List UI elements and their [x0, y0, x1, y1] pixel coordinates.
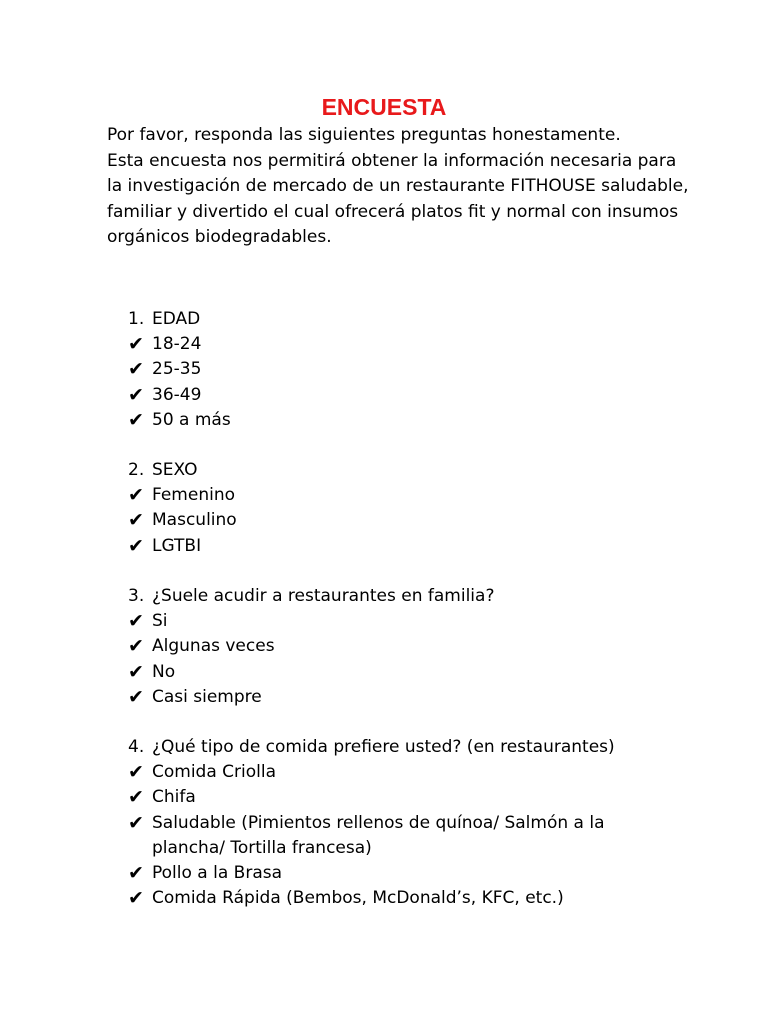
option-item[interactable] — [128, 760, 672, 785]
checkmark-icon: ✔ — [128, 887, 144, 910]
option-item[interactable] — [128, 861, 672, 886]
checkmark-icon: ✔ — [128, 862, 144, 884]
option-label: Si — [152, 611, 168, 632]
checkmark-icon: ✔ — [128, 635, 144, 658]
option-label: Comida Criolla — [152, 762, 277, 783]
question-text: ¿Suele acudir a restaurantes en familia? — [152, 586, 495, 606]
option-item[interactable] — [128, 609, 672, 634]
checkmark-icon: ✔ — [128, 509, 144, 532]
option-item[interactable] — [128, 508, 672, 533]
question-familia — [128, 584, 728, 710]
option-label: Algunas veces — [152, 636, 275, 657]
question-edad — [128, 307, 728, 433]
survey-title: ENCUESTA — [321, 94, 447, 120]
option-label: 18-24 — [152, 334, 202, 355]
intro-line: la investigación de mercado de un restaurante FITHOUSE saludable, — [107, 176, 689, 196]
checkmark-icon: ✔ — [128, 484, 144, 507]
option-label: Pollo a la Brasa — [152, 863, 283, 883]
intro-line: orgánicos biodegradables. — [107, 227, 332, 247]
option-label: LGTBI — [152, 535, 202, 556]
question-text: ¿Qué tipo de comida prefiere usted? (en restaurantes) — [152, 737, 615, 757]
checkmark-icon: ✔ — [128, 786, 144, 809]
option-label: 36-49 — [152, 384, 202, 405]
option-item[interactable] — [128, 383, 672, 408]
question-heading — [128, 307, 728, 332]
survey-intro — [107, 123, 707, 251]
intro-line: Por favor, responda las siguientes preguntas honestamente. — [107, 125, 621, 145]
checkmark-icon: ✔ — [128, 333, 144, 356]
option-item[interactable] — [128, 811, 672, 861]
option-label: No — [152, 661, 176, 682]
option-item[interactable] — [128, 634, 672, 659]
option-item[interactable] — [128, 660, 672, 685]
checkmark-icon: ✔ — [128, 358, 144, 381]
question-heading — [128, 584, 728, 609]
option-item[interactable] — [128, 685, 672, 710]
option-item[interactable] — [128, 534, 672, 559]
question-tipo-comida — [128, 735, 728, 911]
option-label: Masculino — [152, 510, 237, 531]
question-number: 2. — [128, 460, 145, 480]
option-label: Comida Rápida (Bembos, McDonald’s, KFC, etc.) — [152, 888, 564, 909]
option-item[interactable] — [128, 785, 672, 810]
option-label: Femenino — [152, 485, 235, 506]
option-item[interactable] — [128, 357, 672, 382]
question-heading — [128, 735, 728, 760]
option-item[interactable] — [128, 886, 672, 911]
question-heading — [128, 458, 728, 483]
option-label: Saludable (Pimientos rellenos de quínoa/ Salmón a la plancha/ Tortilla francesa) — [152, 812, 605, 858]
question-number: 1. — [128, 309, 145, 329]
checkmark-icon: ✔ — [128, 610, 144, 633]
checkmark-icon: ✔ — [128, 534, 144, 557]
checkmark-icon: ✔ — [128, 685, 144, 708]
question-number: 3. — [128, 586, 145, 606]
question-text: SEXO — [152, 460, 198, 480]
question-text: EDAD — [152, 309, 201, 329]
checkmark-icon: ✔ — [128, 408, 144, 431]
intro-line: Esta encuesta nos permitirá obtener la información necesaria para — [107, 150, 677, 171]
checkmark-icon: ✔ — [128, 761, 144, 784]
option-label: Chifa — [152, 787, 196, 808]
option-item[interactable] — [128, 483, 672, 508]
option-label: 50 a más — [152, 409, 231, 430]
checkmark-icon: ✔ — [128, 811, 144, 834]
checkmark-icon: ✔ — [128, 660, 144, 683]
option-item[interactable] — [128, 332, 672, 357]
question-sexo — [128, 458, 728, 559]
option-label: Casi siempre — [152, 686, 262, 707]
checkmark-icon: ✔ — [128, 383, 144, 406]
question-number: 4. — [128, 737, 145, 757]
intro-line: familiar y divertido el cual ofrecerá platos fit y normal con insumos — [107, 201, 679, 222]
option-item[interactable] — [128, 408, 672, 433]
option-label: 25-35 — [152, 359, 202, 380]
